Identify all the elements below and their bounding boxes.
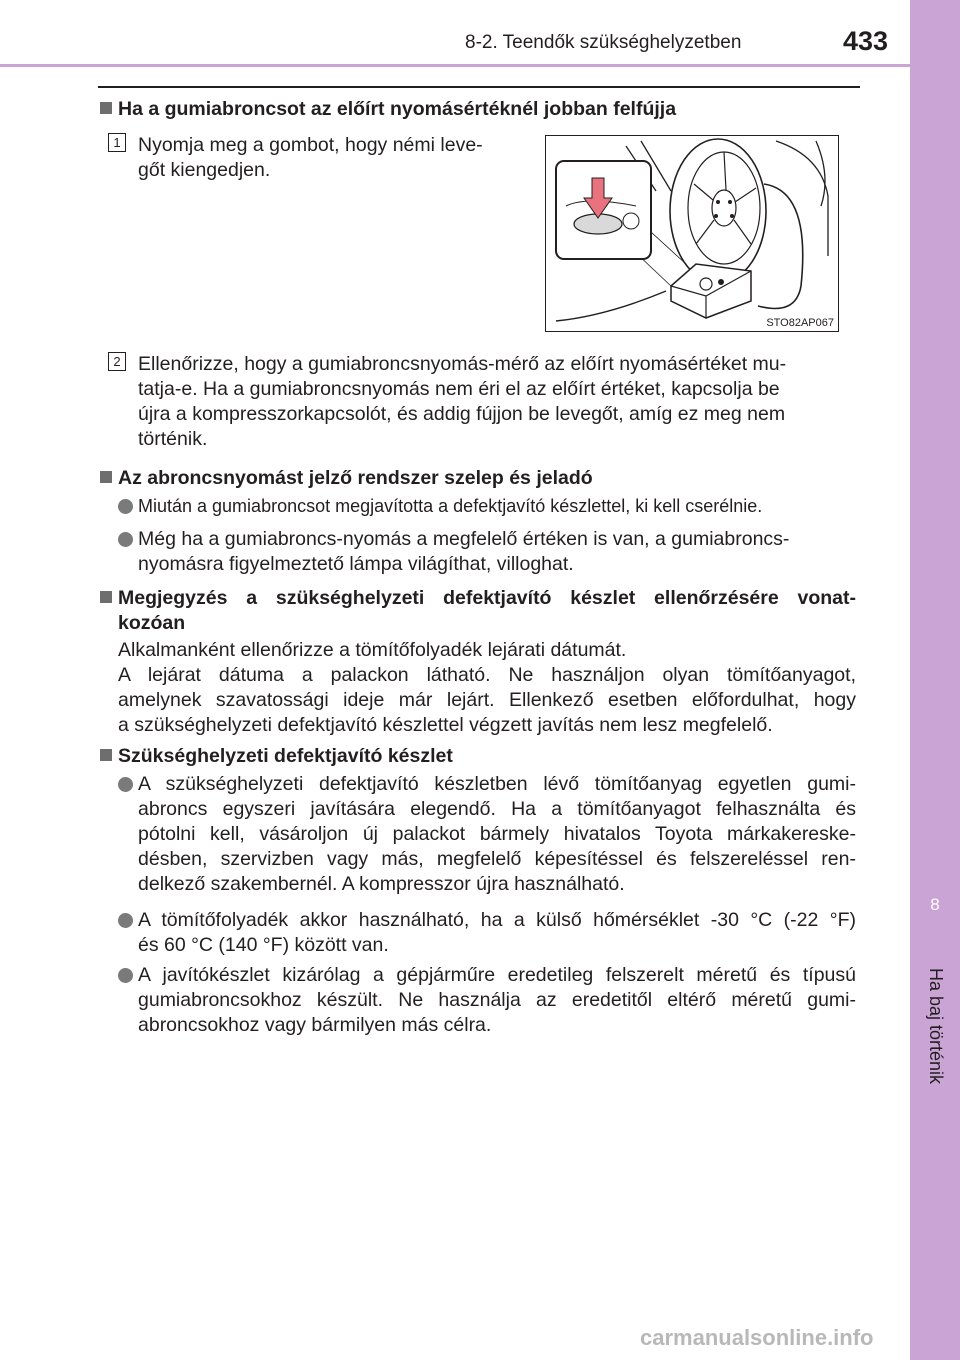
watermark: carmanualsonline.info — [640, 1325, 874, 1350]
step-number-box: 1 — [108, 133, 126, 152]
section-heading: Szükséghelyzeti defektjavító készlet — [100, 744, 453, 769]
step-text: Ellenőrizze, hogy a gumiabroncsnyomás-mérő az előírt nyomásértéket mu- tatja-e. Ha a gumiabroncsnyomás nem éri el az előírt értéket, kapcsolja be újra a kompresszorkapcsolót, és addig fújjon be levegőt, amíg ez meg nem történik. — [138, 353, 787, 450]
round-bullet-icon — [118, 913, 133, 928]
bullet-text: A javítókészlet kizárólag a gépjárműre eredetileg felszerelt méretű és típusú gumiabroncsokhoz készült. Ne használja az eredetitől eltérő méretű gumi- abroncsokhoz vagy bármilyen más célra. — [138, 964, 856, 1036]
square-bullet-icon — [100, 749, 112, 761]
round-bullet-icon — [118, 777, 133, 792]
round-bullet-icon — [118, 499, 133, 514]
page-number: 433 — [843, 26, 889, 56]
tire-compressor-illustration — [546, 136, 838, 331]
chapter-title: Ha baj történik — [926, 968, 946, 1085]
bullet-text: A szükséghelyzeti defektjavító készletben lévő tömítőanyag egyetlen gumi- abroncs egyszeri javítására elegendő. Ha a tömítőanyagot felhasználta és pótolni kell, vásároljon új palackot bármely hivatalos Toyota márkakereske- désben, szervizben vagy más, megfelelő képesítéssel és felszereléssel ren- delkező szakembernél. A kompresszor újra használható. — [138, 773, 856, 895]
step-text: Nyomja meg a gombot, hogy némi leve- gőt kiengedjen. — [138, 134, 483, 181]
square-bullet-icon — [100, 471, 112, 483]
bullet-text: A tömítőfolyadék akkor használható, ha a külső hőmérséklet -30 °C (-22 °F) és 60 °C (140 °F) között van. — [138, 909, 856, 956]
compressor-figure — [545, 135, 839, 332]
figure-code: STO82AP067 — [766, 317, 834, 329]
round-bullet-icon — [118, 968, 133, 983]
chapter-number: 8 — [930, 895, 940, 914]
section-heading: Ha a gumiabroncsot az előírt nyomásértéknél jobban felfújja — [100, 97, 676, 122]
section-title: 8-2. Teendők szükséghelyzetben — [465, 32, 742, 53]
bullet-text: Miután a gumiabroncsot megjavította a defektjavító készlettel, ki kell cserélnie. — [138, 496, 763, 516]
step-number-box: 2 — [108, 352, 126, 371]
bullet-text: Még ha a gumiabroncs-nyomás a megfelelő értéken is van, a gumiabroncs- nyomásra figyelmeztető lámpa világíthat, villoghat. — [138, 528, 790, 575]
round-bullet-icon — [118, 532, 133, 547]
section-heading: Az abroncsnyomást jelző rendszer szelep és jeladó — [100, 466, 593, 491]
section-divider — [98, 86, 860, 88]
note-body: Alkalmanként ellenőrizze a tömítőfolyadék lejárati dátumát. A lejárat dátuma a palackon látható. Ne használjon olyan tömítőanyagot, amelynek szavatossági ideje már lejárt. Ellenkező esetben előfordulhat, hogy a szükséghelyzeti defektjavító készlettel végzett javítás nem lesz megfelelő. — [118, 639, 856, 736]
square-bullet-icon — [100, 102, 112, 114]
square-bullet-icon — [100, 591, 112, 603]
chapter-side-tab — [910, 0, 960, 1360]
header-rule — [0, 64, 910, 67]
section-heading: Megjegyzés a szükséghelyzeti defektjavító készlet ellenőrzésére vonat- kozóan — [100, 586, 856, 636]
